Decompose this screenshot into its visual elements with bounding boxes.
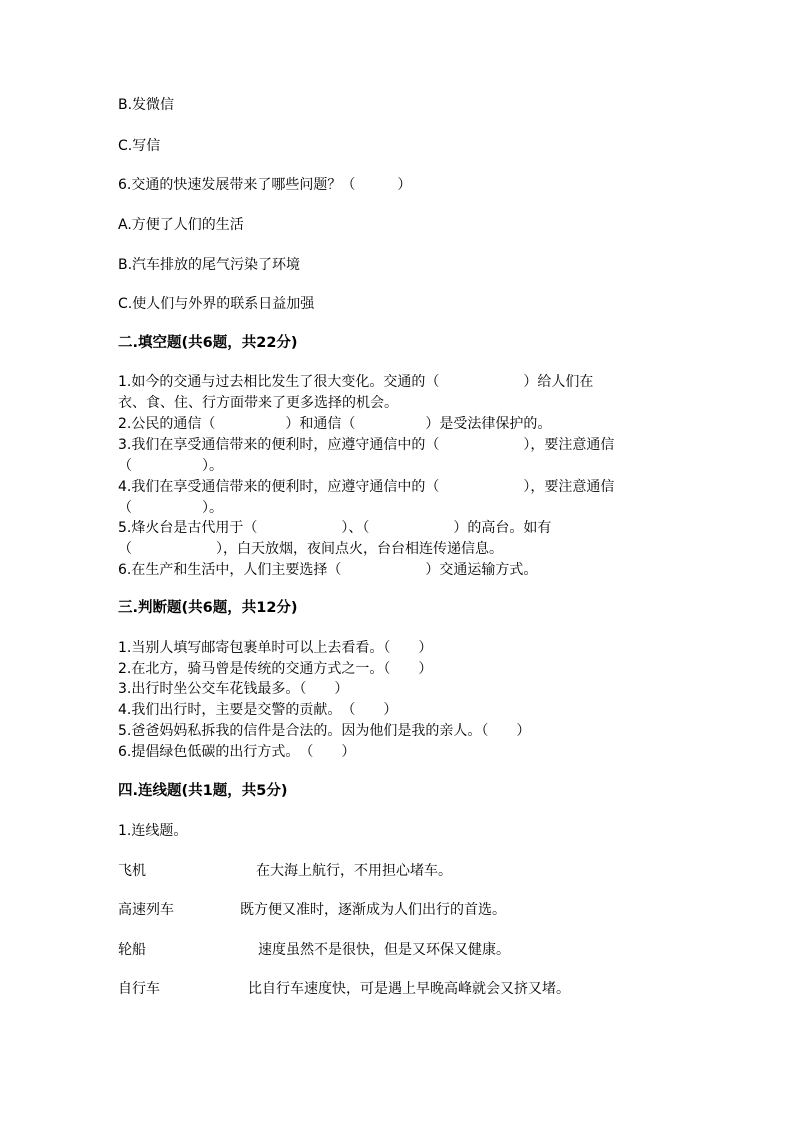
- judge-line: 6.提倡绿色低碳的出行方式。 （ ）: [118, 744, 356, 760]
- section-3-heading: 三.判断题(共6题，共12分): [118, 600, 298, 616]
- match-left-item: 飞机: [118, 863, 146, 879]
- q6-option-a: A.方便了人们的生活: [118, 217, 244, 233]
- fill-line: （ ），白天放烟，夜间点火，台台相连传递信息。: [118, 541, 503, 557]
- section-2-heading: 二.填空题(共6题，共22分): [118, 335, 298, 351]
- judge-line: 3.出行时坐公交车花钱最多。（ ）: [118, 681, 349, 697]
- match-right-item: 速度虽然不是很快，但是又环保又健康。: [258, 942, 510, 958]
- match-right-item: 在大海上航行，不用担心堵车。: [256, 863, 452, 879]
- match-left-item: 自行车: [118, 981, 160, 997]
- judge-line: 5.爸爸妈妈私拆我的信件是合法的。因为他们是我的亲人。（ ）: [118, 723, 531, 739]
- match-right-item: 比自行车速度快，可是遇上早晚高峰就会又挤又堵。: [248, 981, 570, 997]
- fill-line: 衣、食、住、行方面带来了更多选择的机会。: [118, 395, 398, 411]
- match-question: 1.连线题。: [118, 823, 188, 839]
- match-left-item: 轮船: [118, 942, 146, 958]
- section-4-heading: 四.连线题(共1题，共5分): [118, 783, 288, 799]
- q6-option-b: B.汽车排放的尾气污染了环境: [118, 257, 301, 273]
- match-right-item: 既方便又准时，逐渐成为人们出行的首选。: [240, 902, 506, 918]
- fill-line: 4.我们在享受通信带来的便利时，应遵守通信中的（ ），要注意通信: [118, 479, 615, 495]
- fill-line: 2.公民的通信（ ）和通信（ ）是受法律保护的。: [118, 416, 552, 432]
- fill-line: （ ）。: [118, 500, 223, 516]
- q6-stem: 6.交通的快速发展带来了哪些问题？（ ）: [118, 177, 412, 193]
- judge-line: 1.当别人填写邮寄包裹单时可以上去看看。（ ）: [118, 640, 433, 656]
- fill-line: 3.我们在享受通信带来的便利时，应遵守通信中的（ ），要注意通信: [118, 437, 615, 453]
- q6-option-c: C.使人们与外界的联系日益加强: [118, 296, 315, 312]
- q5-option-b: B.发微信: [118, 97, 175, 113]
- judge-line: 4.我们出行时，主要是交警的贡献。 （ ）: [118, 702, 398, 718]
- judge-line: 2.在北方，骑马曾是传统的交通方式之一。（ ）: [118, 661, 433, 677]
- fill-line: 6.在生产和生活中，人们主要选择（ ）交通运输方式。: [118, 562, 538, 578]
- fill-line: 1.如今的交通与过去相比发生了很大变化。交通的（ ）给人们在: [118, 374, 594, 390]
- match-left-item: 高速列车: [118, 902, 174, 918]
- fill-line: 5.烽火台是古代用于（ ）、（ ）的高台。如有: [118, 520, 552, 536]
- fill-line: （ ）。: [118, 458, 223, 474]
- q5-option-c: C.写信: [118, 138, 161, 154]
